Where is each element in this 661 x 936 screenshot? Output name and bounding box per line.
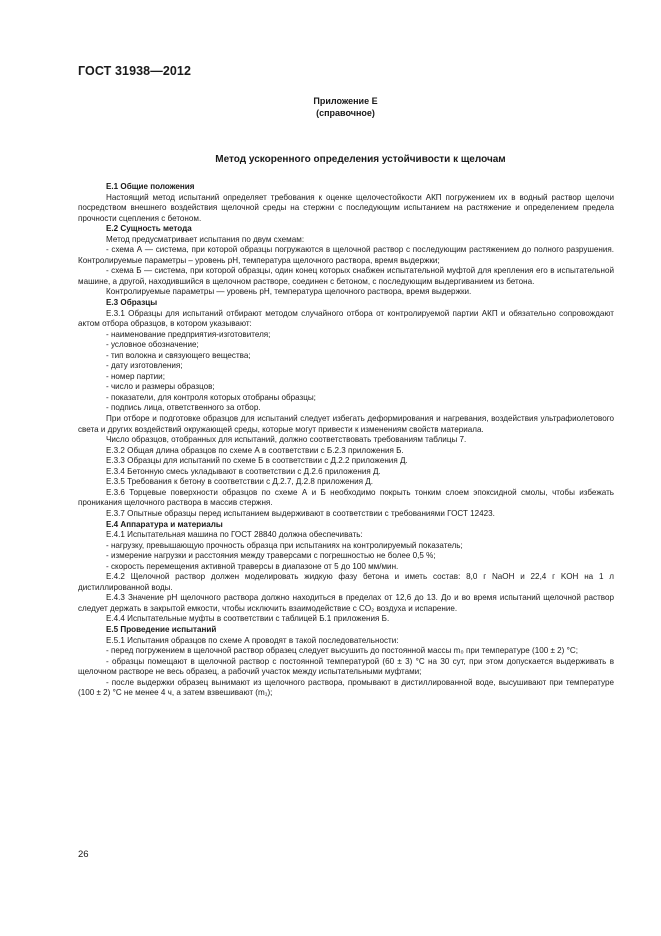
- paragraph-text: Е.3.1 Образцы для испытаний отбирают методом случайного отбора от контролируемой партии АКП и обязательно сопровождают актом отбора образцов, в котором указывают:: [78, 308, 614, 329]
- paragraph-text: Е.5.1 Испытания образцов по схеме А проводят в такой последовательности:: [106, 635, 399, 645]
- paragraph: [78, 646, 614, 657]
- paragraph-text: Е.3.4 Бетонную смесь укладывают в соответствии с Д.2.6 приложения Д.: [106, 466, 381, 476]
- paragraph-text: Контролируемые параметры — уровень pH, температура щелочного раствора, время выдержки.: [106, 287, 472, 297]
- paragraph-text: - перед погружением в щелочной раствор образец следует высушить до постоянной массы m₀ при температуре (100 ± 2) °С;: [106, 646, 578, 656]
- paragraph-text: Е.4.1 Испытательная машина по ГОСТ 28840 должна обеспечивать:: [106, 530, 363, 540]
- paragraph-text: - нагрузку, превышающую прочность образца при испытаниях на контролируемый показатель;: [106, 540, 463, 550]
- paragraph-text: - подпись лица, ответственного за отбор.: [106, 403, 261, 413]
- paragraph-text: - образцы помещают в щелочной раствор с постоянной температурой (60 ± 3) °С на 30 сут, при этом допускается выдерживать в щелочном растворе не весь образец, а рабочий участок между испытательными муфтами;: [78, 656, 614, 677]
- page-number: 26: [78, 849, 89, 860]
- paragraph: [78, 309, 614, 330]
- method-title: Метод ускоренного определения устойчивости к щелочам: [215, 154, 506, 165]
- paragraph: [78, 636, 614, 647]
- paragraph-text: Метод предусматривает испытания по двум схемам:: [106, 234, 305, 244]
- paragraph: [78, 193, 614, 225]
- paragraph-text: - наименование предприятия-изготовителя;: [106, 329, 271, 339]
- section-heading: [78, 182, 614, 193]
- paragraph-text: Е.3.5 Требования к бетону в соответствии с Д.2.7, Д.2.8 приложения Д.: [106, 477, 373, 487]
- document-header: ГОСТ 31938—2012: [78, 64, 192, 78]
- paragraph-text: Число образцов, отобранных для испытаний, должно соответствовать требованиям таблицы 7.: [106, 435, 467, 445]
- paragraph: [78, 382, 614, 393]
- paragraph-text: - скорость перемещения активной траверсы в диапазоне от 5 до 100 мм/мин.: [106, 561, 399, 571]
- paragraph: [78, 330, 614, 341]
- section-heading-text: Е.3 Образцы: [106, 298, 158, 308]
- paragraph-text: - после выдержки образец вынимают из щелочного раствора, промывают в дистиллированной воде, высушивают при температуре (100 ± 2) °С не менее 4 ч, а затем взвешивают (m₁);: [78, 677, 614, 698]
- paragraph-text: - измерение нагрузки и расстояния между траверсами с погрешностью не более 0,5 %;: [106, 551, 436, 561]
- paragraph-text: Е.3.7 Опытные образцы перед испытанием выдерживают в соответствии с требованиями ГОСТ 12423.: [106, 508, 495, 518]
- paragraph: [78, 403, 614, 414]
- paragraph-text: Е.4.3 Значение pH щелочного раствора должно находиться в пределах от 12,6 до 13. До и во время испытаний щелочной раствор следует держать в закрытой емкости, чтобы исключить взаимодействие с CO₂ воздуха и испарение.: [78, 593, 614, 613]
- paragraph: [78, 393, 614, 404]
- section-heading-text: Е.5 Проведение испытаний: [106, 624, 217, 634]
- paragraph: [78, 372, 614, 383]
- paragraph: [78, 509, 614, 520]
- paragraph: [78, 467, 614, 478]
- paragraph: [78, 446, 614, 457]
- paragraph: [78, 593, 614, 614]
- paragraph-text: Е.3.3 Образцы для испытаний по схеме Б в соответствии с Д.2.2 приложения Д.: [106, 456, 408, 466]
- paragraph-text: Е.4.2 Щелочной раствор должен моделировать жидкую фазу бетона и иметь состав: 8,0 г NaOH и 22,4 г KOH на 1 л дистиллированной воды.: [78, 572, 614, 592]
- paragraph: [78, 456, 614, 467]
- paragraph: [78, 678, 614, 699]
- paragraph: [78, 435, 614, 446]
- paragraph: [78, 572, 614, 593]
- paragraph-text: - дату изготовления;: [106, 361, 183, 371]
- paragraph: [78, 287, 614, 298]
- paragraph: [78, 657, 614, 678]
- paragraph-text: Е.3.6 Торцевые поверхности образцов по схеме А и Б необходимо покрыть тонким слоем эпоксидной смолы, чтобы избежать проникания щелочного раствора в массив стержня.: [78, 487, 614, 508]
- annex-heading: [0, 95, 661, 119]
- paragraph: [78, 235, 614, 246]
- paragraph: [78, 245, 614, 266]
- paragraph-text: - число и размеры образцов;: [106, 382, 215, 392]
- paragraph: [78, 530, 614, 541]
- annex-title: Приложение Е: [313, 96, 378, 106]
- section-heading: [78, 298, 614, 309]
- paragraph-text: - показатели, для контроля которых отобраны образцы;: [106, 392, 316, 402]
- paragraph: [78, 551, 614, 562]
- paragraph: [78, 340, 614, 351]
- paragraph: [78, 541, 614, 552]
- paragraph-text: При отборе и подготовке образцов для испытаний следует избегать деформирования и нагревания, воздействия ультрафиолетового света и других воздействий окружающей среды, которые могут привести к изменениям свойств материала.: [78, 414, 614, 434]
- paragraph-text: Е.3.2 Общая длина образцов по схеме А в соответствии с Б.2.3 приложения Б.: [106, 445, 404, 455]
- paragraph-text: - схема Б — система, при которой образцы, один конец которых снабжен испытательной муфтой для крепления его в испытательной машине, а другой, находившийся в щелочном растворе, соединен с бетоном, с последующим выдергиванием из бетона.: [78, 266, 614, 286]
- section-heading: [78, 625, 614, 636]
- paragraph-text: - номер партии;: [106, 371, 165, 381]
- section-heading-text: Е.2 Сущность метода: [106, 224, 192, 234]
- section-heading: [78, 224, 614, 235]
- paragraph: [78, 266, 614, 287]
- paragraph: [78, 361, 614, 372]
- paragraph-text: Настоящий метод испытаний определяет требования к оценке щелочестойкости АКП погружением их в водный раствор щелочи посредством внешнего воздействия щелочной среды на стержни с последующим испытанием на растяжение и определением предела прочности сцепления с бетоном.: [78, 192, 614, 223]
- paragraph: [78, 614, 614, 625]
- paragraph-text: - условное обозначение;: [106, 340, 199, 350]
- paragraph: [78, 351, 614, 362]
- paragraph: [78, 488, 614, 509]
- section-heading-text: Е.4 Аппаратура и материалы: [106, 519, 223, 529]
- paragraph: [78, 414, 614, 435]
- paragraph: [78, 562, 614, 573]
- paragraph-text: - тип волокна и связующего вещества;: [106, 350, 251, 360]
- document-body: [78, 182, 614, 699]
- annex-status: (справочное): [316, 108, 375, 118]
- paragraph-text: Е.4.4 Испытательные муфты в соответствии с таблицей Б.1 приложения Б.: [106, 614, 390, 624]
- section-heading-text: Е.1 Общие положения: [106, 182, 195, 191]
- paragraph: [78, 477, 614, 488]
- paragraph-text: - схема А — система, при которой образцы погружаются в щелочной раствор с последующим растяжением до полного разрушения. Контролируемые параметры – уровень pH, температура щелочного раствора, время выдержки;: [78, 245, 614, 265]
- section-heading: [78, 520, 614, 531]
